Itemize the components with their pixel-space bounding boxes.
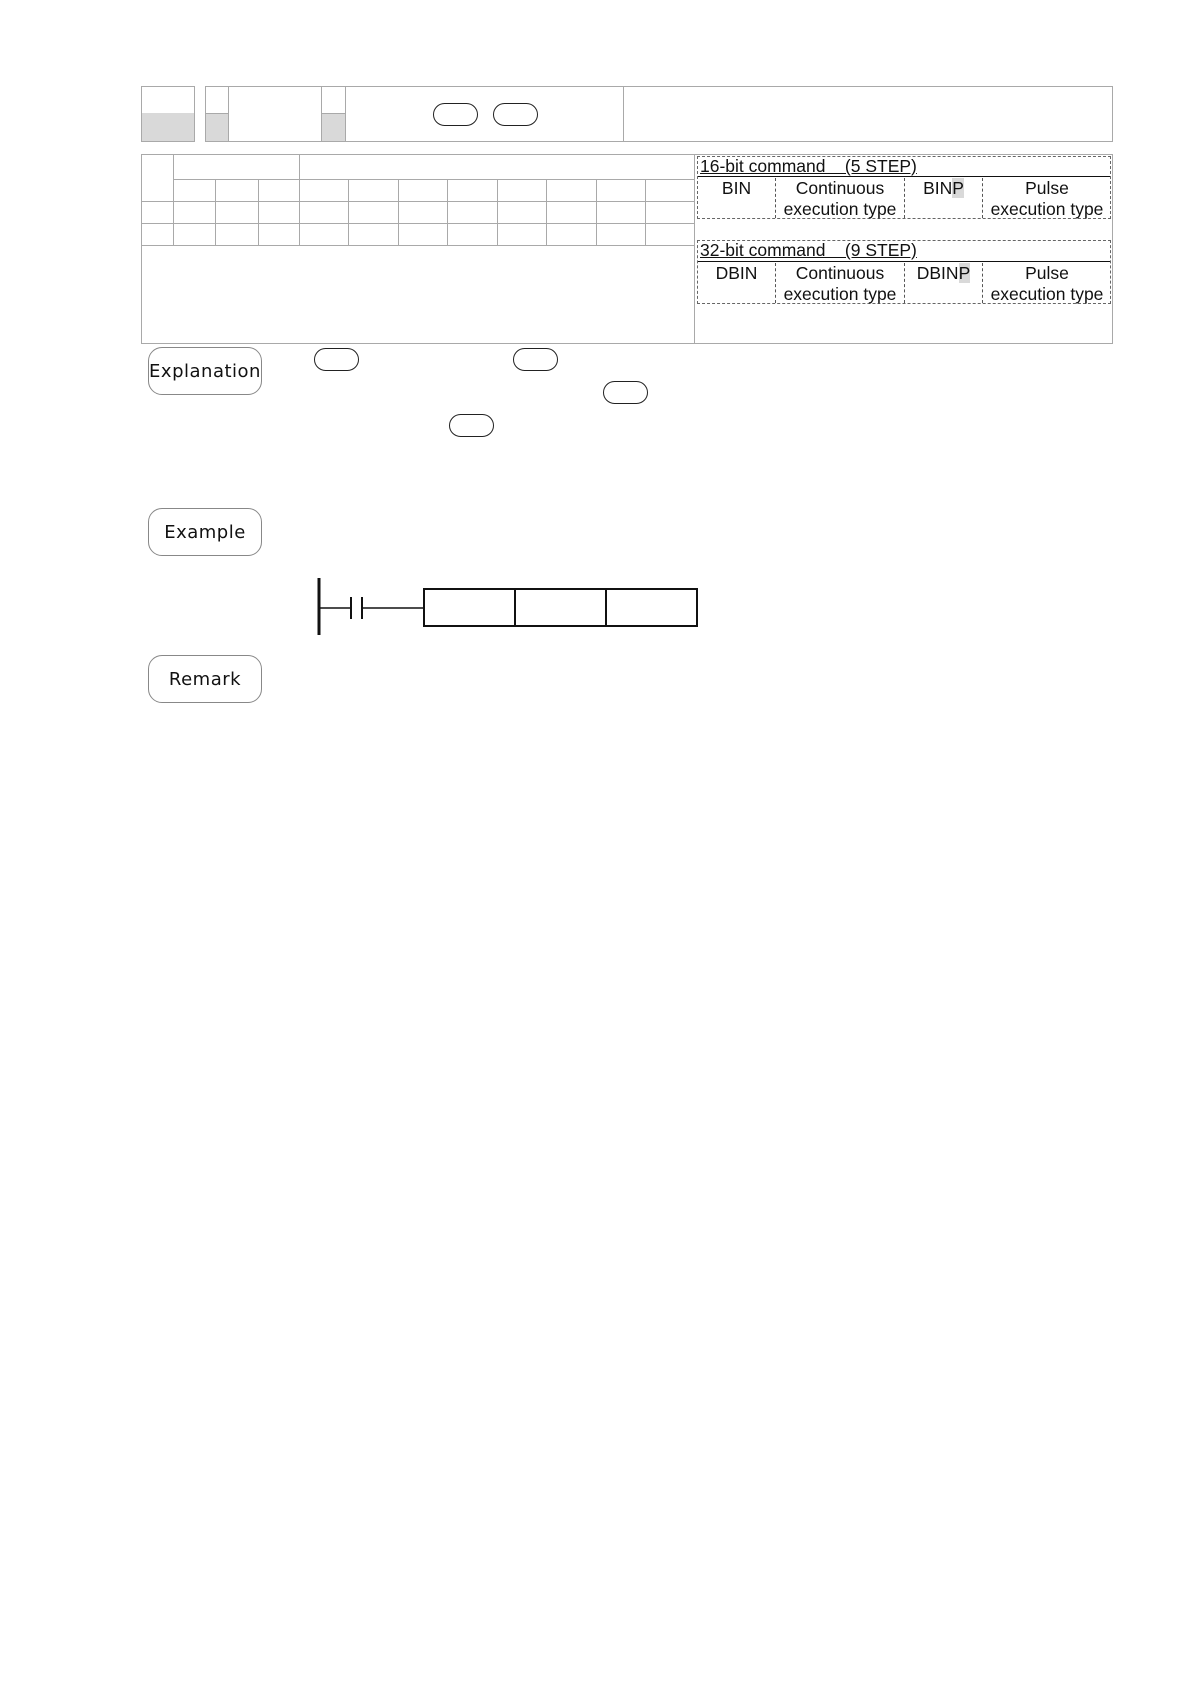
instruction-box (424, 589, 697, 626)
cmd32-type (776, 263, 904, 305)
operand-grid-vline (299, 154, 300, 245)
operand-grid-vline (215, 179, 216, 245)
cmd16-type-line2: execution type (783, 199, 897, 219)
cmd16-pulse-suffix: P (952, 178, 964, 198)
explanation-pill-1 (314, 348, 359, 371)
cmd32-pulse-mnemonic-main: DBIN (916, 263, 959, 283)
cmd16-pulse-type-line1: Pulse (1025, 178, 1069, 198)
cmd16-heading: 16-bit command (5 STEP) (700, 156, 917, 176)
cmd16-pulse-type-line2: execution type (990, 199, 1104, 219)
explanation-button[interactable]: Explanation (148, 347, 262, 395)
cmd16-rule (698, 176, 1110, 177)
operand-table (141, 154, 694, 246)
operand-s-pill (433, 103, 478, 126)
operand-grid-vline (447, 179, 448, 245)
operand-grid-hline (173, 179, 694, 180)
operands-box (321, 86, 624, 142)
mnemonic-box (205, 86, 322, 142)
operand-grid-vline (348, 179, 349, 245)
operand-grid-vline (173, 154, 174, 245)
api-number-shade (142, 113, 194, 141)
cmd16-type-line1: Continuous (795, 178, 885, 198)
cmd32-heading: 32-bit command (9 STEP) (700, 240, 917, 260)
example-button[interactable]: Example (148, 508, 262, 556)
operand-grid-hline (141, 201, 694, 202)
cmd32-type-line1: Continuous (795, 263, 885, 283)
operand-grid-vline (258, 179, 259, 245)
cmd32-pulse-suffix: P (958, 263, 971, 283)
cmd32-pulse-type-line2: execution type (990, 284, 1104, 304)
cmd16-pulse-type (983, 178, 1111, 220)
mnemonic-flag-top (205, 86, 229, 114)
operand-grid-vline (645, 179, 646, 245)
ladder-diagram (300, 570, 710, 640)
operand-d-pill (493, 103, 538, 126)
remark-button[interactable]: Remark (148, 655, 262, 703)
function-box (623, 86, 1113, 142)
operands-flag-p (321, 113, 346, 142)
cmd32-pulse-type (983, 263, 1111, 305)
explanation-pill-3 (603, 381, 648, 404)
cmd32-type-line2: execution type (783, 284, 897, 304)
operand-grid-hline (141, 223, 694, 224)
cmd32-mnemonic: DBIN (715, 263, 758, 283)
cmd16-mnemonic: BIN (721, 178, 752, 198)
cmd32-pulse-type-line1: Pulse (1025, 263, 1069, 283)
api-number-box (141, 86, 195, 142)
mnemonic-flag-d (205, 113, 229, 142)
cmd16-pulse-mnemonic (905, 178, 982, 199)
explanation-pill-2 (513, 348, 558, 371)
operand-grid-hline (141, 245, 694, 246)
cmd32-pulse-mnemonic (905, 263, 982, 284)
operand-grid-vline (596, 179, 597, 245)
operand-grid-vline (398, 179, 399, 245)
cmd16-type (776, 178, 904, 220)
operands-flag-top (321, 86, 346, 114)
block-divider (694, 154, 695, 344)
explanation-pill-4 (449, 414, 494, 437)
cmd16-pulse-mnemonic-main: BIN (923, 178, 953, 198)
cmd32-rule (698, 261, 1110, 262)
operand-grid-vline (546, 179, 547, 245)
operand-grid-vline (497, 179, 498, 245)
